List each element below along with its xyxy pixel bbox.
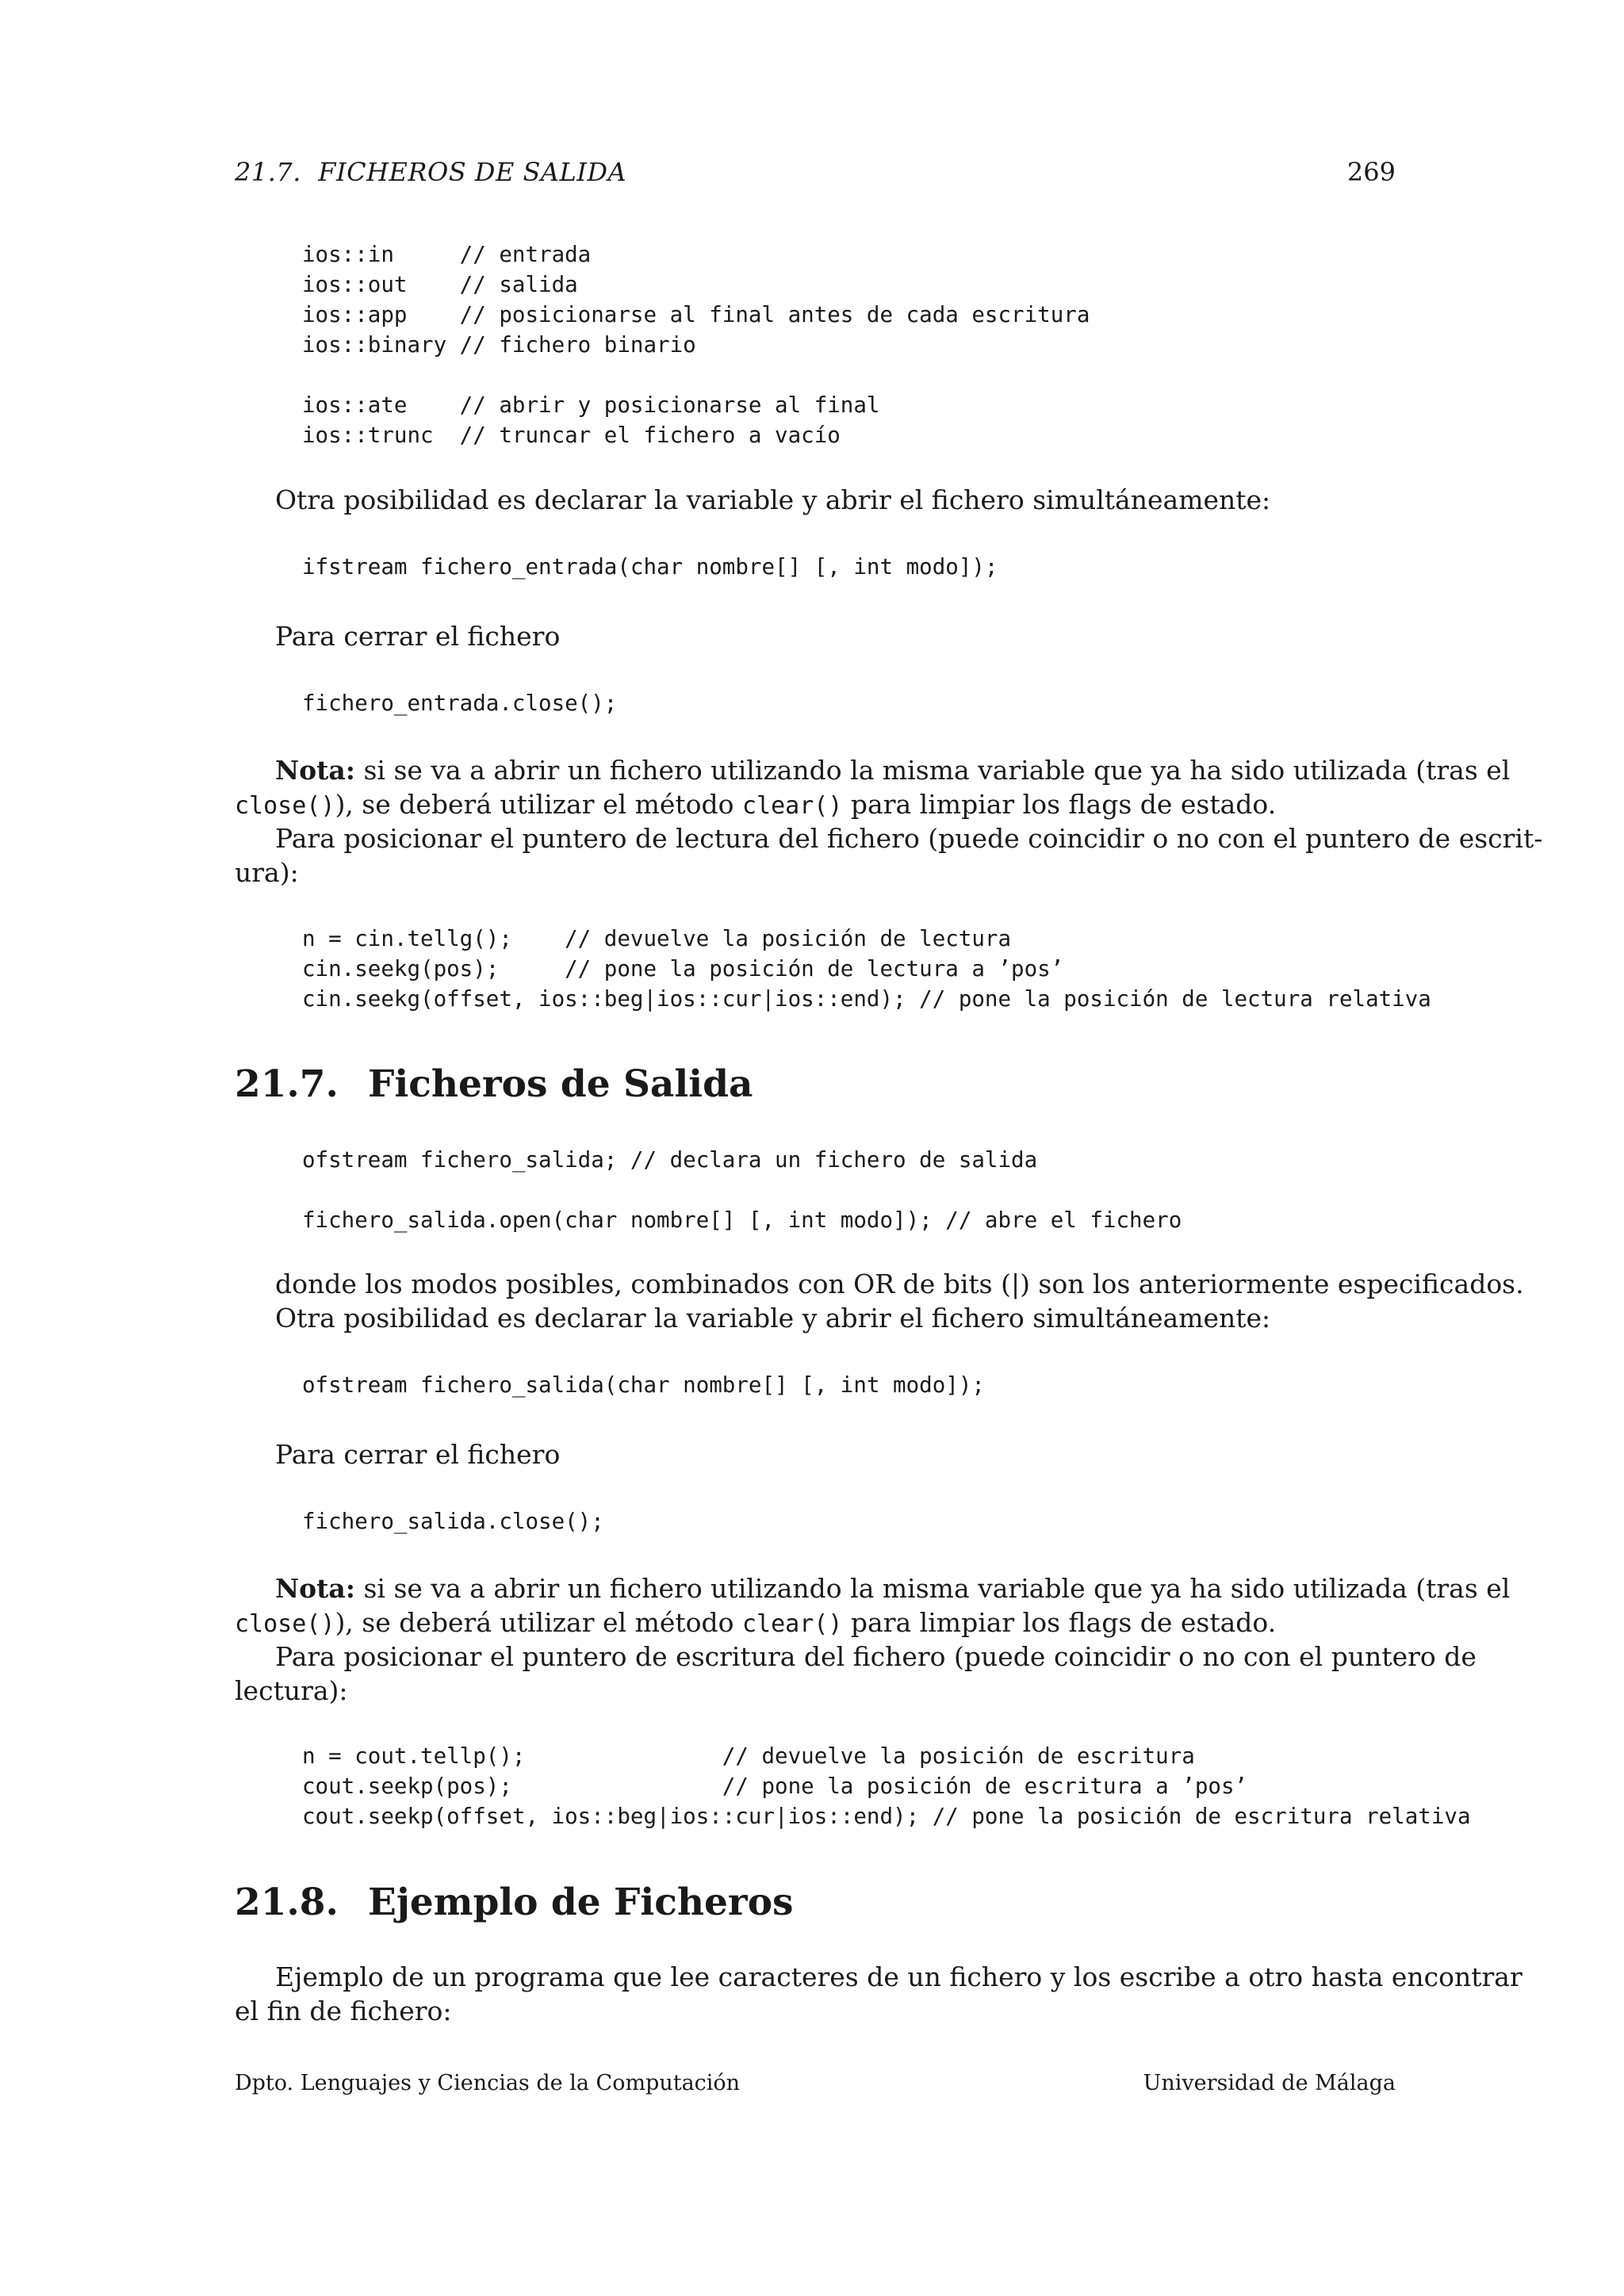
code-seekg-pos: cin.seekg(pos); // pone la posición de lectura a ’pos’ [302,956,1064,982]
paragraph-position-write-line-2: lectura): [235,1675,348,1706]
code-tellg: n = cin.tellg(); // devuelve la posición de lectura [302,926,1012,951]
note-output-line-1 [275,1571,1510,1605]
section-number: 21.7. [235,1062,339,1106]
code-ifstream-declaration: ifstream fichero_entrada(char nombre[] [, int modo]); [302,554,998,580]
section-number: 21.8. [235,1881,339,1924]
code-modes-line-1: ios::in // entrada [302,242,592,267]
note-text: para limpiar los flags de estado. [842,1607,1277,1638]
section-heading-example [235,1881,794,1924]
section-heading-output [235,1062,753,1106]
code-close-input: fichero_entrada.close(); [302,691,618,716]
paragraph-position-read-line-1: Para posicionar el puntero de lectura del fichero (puede coincidir o no con el puntero de escrit- [275,823,1543,854]
inline-code-close: close() [235,792,335,820]
inline-code-clear: clear() [742,792,843,820]
paragraph-close-input: Para cerrar el fichero [275,621,561,652]
section-title: Ejemplo de Ficheros [368,1881,794,1924]
section-title: Ficheros de Salida [368,1062,753,1106]
code-modes-line-7: ios::trunc // truncar el fichero a vacío [302,423,841,448]
paragraph-modes-or-bits: donde los modos posibles, combinados con OR de bits (|) son los anteriormente especificados. [275,1269,1524,1299]
code-seekp-offset: cout.seekp(offset, ios::beg|ios::cur|ios::end); // pone la posición de escritura relativa [302,1804,1471,1829]
paragraph-simultaneous-output: Otra posibilidad es declarar la variable y abrir el fichero simultáneamente: [275,1303,1271,1334]
paragraph-close-output: Para cerrar el fichero [275,1439,561,1470]
inline-code-clear: clear() [742,1610,843,1638]
code-ofstream-open: fichero_salida.open(char nombre[] [, int modo]); // abre el fichero [302,1207,1182,1233]
code-modes-line-3: ios::app // posicionarse al final antes de cada escritura [302,302,1090,327]
header-section-title: 21.7. FICHEROS DE SALIDA [235,157,627,187]
note-input-line-1 [275,753,1510,787]
code-close-output: fichero_salida.close(); [302,1509,604,1534]
code-modes-line-2: ios::out // salida [302,272,578,297]
note-text: ), se deberá utilizar el método [335,789,742,820]
code-ofstream-declare: ofstream fichero_salida; // declara un fichero de salida [302,1147,1038,1173]
paragraph-position-read-line-2: ura): [235,857,299,888]
paragraph-position-write-line-1: Para posicionar el puntero de escritura del fichero (puede coincidir o no con el puntero de [275,1641,1477,1672]
code-tellp: n = cout.tellp(); // devuelve la posición de escritura [302,1743,1195,1769]
paragraph-simultaneous-input: Otra posibilidad es declarar la variable y abrir el fichero simultáneamente: [275,484,1271,515]
page-number: 269 [1346,157,1396,187]
inline-code-close: close() [235,1610,335,1638]
note-text: si se va a abrir un fichero utilizando la misma variable que ya ha sido utilizada (tras el [354,1573,1511,1604]
note-input-line-2 [235,787,1276,823]
running-header [235,157,1396,192]
note-text: si se va a abrir un fichero utilizando la misma variable que ya ha sido utilizada (tras el [354,755,1511,786]
code-seekg-offset: cin.seekg(offset, ios::beg|ios::cur|ios::end); // pone la posición de lectura relativa [302,986,1431,1012]
note-label: Nota: [275,755,355,786]
footer-university: Universidad de Málaga [1143,2071,1396,2095]
code-modes-line-4: ios::binary // fichero binario [302,332,696,358]
note-text: ), se deberá utilizar el método [335,1607,742,1638]
paragraph-example-intro-line-1: Ejemplo de un programa que lee caracteres de un fichero y los escribe a otro hasta encontrar [275,1961,1522,1992]
note-label: Nota: [275,1573,355,1604]
note-output-line-2 [235,1605,1276,1641]
note-text: para limpiar los flags de estado. [842,789,1277,820]
code-modes-line-6: ios::ate // abrir y posicionarse al final [302,392,880,418]
footer-department: Dpto. Lenguajes y Ciencias de la Computación [235,2071,741,2095]
code-seekp-pos: cout.seekp(pos); // pone la posición de escritura a ’pos’ [302,1774,1248,1799]
code-ofstream-constructor: ofstream fichero_salida(char nombre[] [, int modo]); [302,1372,985,1398]
paragraph-example-intro-line-2: el fin de fichero: [235,1996,452,2026]
